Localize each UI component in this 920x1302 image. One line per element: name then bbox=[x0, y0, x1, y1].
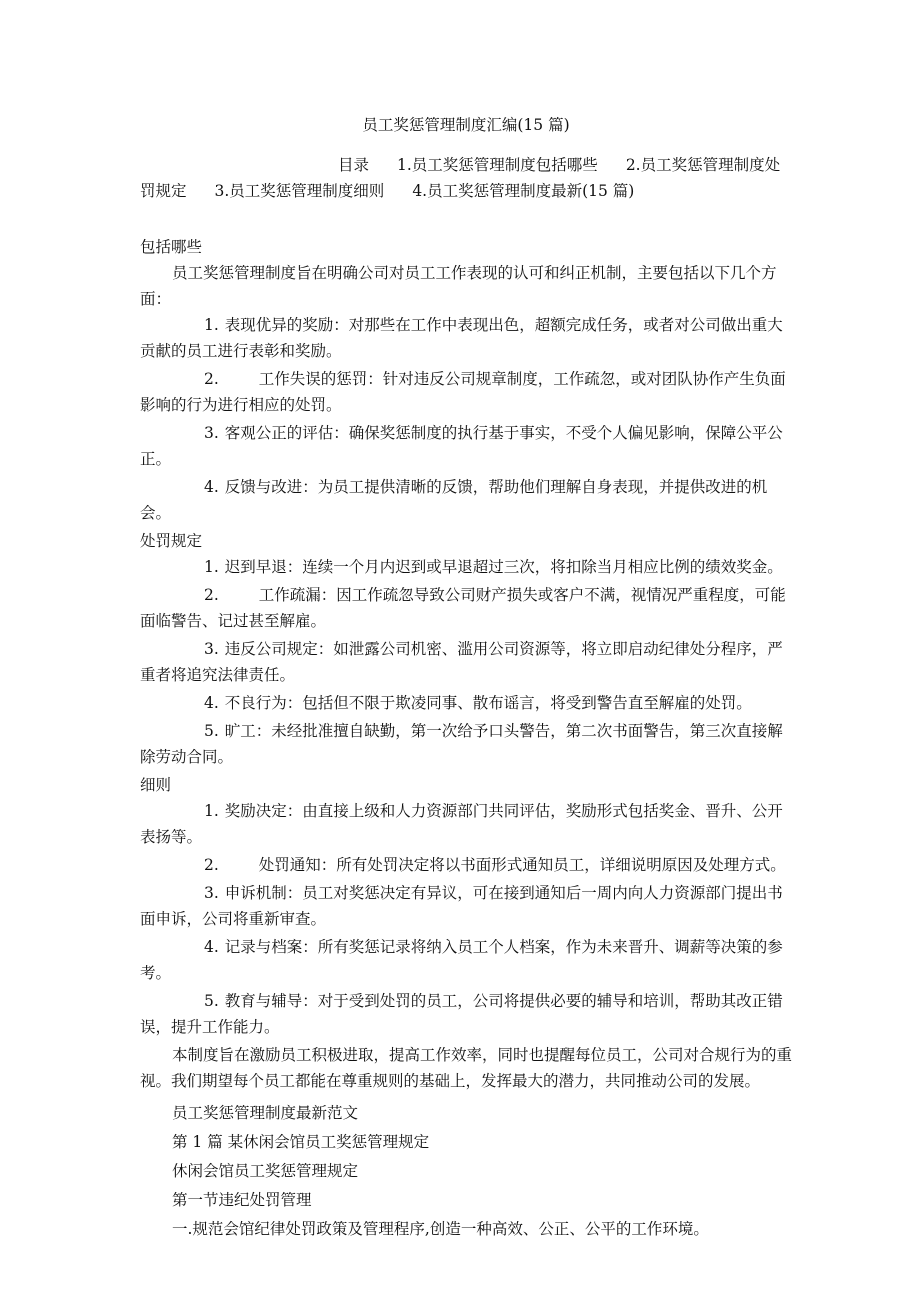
item-text: 工作疏漏：因工作疏忽导致公司财产损失或客户不满，视情况严重程度，可能面临警告、记过甚至解雇。 bbox=[140, 586, 786, 630]
list-item bbox=[140, 934, 792, 986]
item-number: 2. bbox=[204, 856, 219, 874]
item-number: 5. bbox=[204, 722, 219, 740]
list-item bbox=[140, 474, 792, 526]
list-item bbox=[140, 554, 792, 580]
conclusion-paragraph: 本制度旨在激励员工积极进取，提高工作效率，同时也提醒每位员工，公司对合规行为的重视。我们期望每个员工都能在尊重规则的基础上，发挥最大的潜力，共同推动公司的发展。 bbox=[140, 1046, 793, 1090]
section-heading: 细则 bbox=[140, 776, 172, 794]
list-item bbox=[140, 582, 792, 634]
item-number: 4. bbox=[204, 694, 219, 712]
list-item bbox=[140, 366, 792, 418]
list-item bbox=[140, 852, 792, 878]
item-number: 4. bbox=[204, 478, 219, 496]
list-item bbox=[140, 798, 792, 850]
table-of-contents bbox=[140, 152, 792, 204]
toc-label: 目录 bbox=[338, 156, 370, 174]
item-text: 违反公司规定：如泄露公司机密、滥用公司资源等，将立即启动纪律处分程序，严重者将追究法律责任。 bbox=[140, 640, 783, 684]
item-text: 记录与档案：所有奖惩记录将纳入员工个人档案，作为未来晋升、调薪等决策的参考。 bbox=[140, 938, 783, 982]
item-text: 不良行为：包括但不限于欺凌同事、散布谣言，将受到警告直至解雇的处罚。 bbox=[224, 694, 752, 712]
list-item bbox=[140, 988, 792, 1040]
article-title: 第 1 篇 某休闲会馆员工奖惩管理规定 bbox=[172, 1133, 430, 1151]
item-number: 1. bbox=[204, 316, 219, 334]
toc-item[interactable]: 3.员工奖惩管理制度细则 bbox=[214, 182, 385, 200]
item-text: 教育与辅导：对于受到处罚的员工，公司将提供必要的辅导和培训，帮助其改正错误，提升工作能力。 bbox=[140, 992, 783, 1036]
section-heading: 包括哪些 bbox=[140, 238, 203, 256]
item-text: 工作失误的惩罚：针对违反公司规章制度，工作疏忽，或对团队协作产生负面影响的行为进行相应的处罚。 bbox=[140, 370, 786, 414]
item-number: 2. bbox=[204, 586, 219, 604]
item-text: 处罚通知：所有处罚决定将以书面形式通知员工，详细说明原因及处理方式。 bbox=[258, 856, 786, 874]
item-number: 3. bbox=[204, 884, 219, 902]
toc-item[interactable]: 1.员工奖惩管理制度包括哪些 bbox=[397, 156, 598, 174]
item-number: 3. bbox=[204, 424, 219, 442]
item-text: 客观公正的评估：确保奖惩制度的执行基于事实，不受个人偏见影响，保障公平公正。 bbox=[140, 424, 783, 468]
toc-item[interactable]: 4.员工奖惩管理制度最新(15 篇) bbox=[412, 182, 635, 200]
item-text: 奖励决定：由直接上级和人力资源部门共同评估，奖励形式包括奖金、晋升、公开表扬等。 bbox=[140, 802, 783, 846]
section-heading: 处罚规定 bbox=[140, 532, 203, 550]
list-item bbox=[140, 718, 792, 770]
document-body bbox=[140, 112, 792, 1245]
list-item bbox=[140, 636, 792, 688]
list-item bbox=[140, 690, 792, 716]
item-text: 旷工：未经批准擅自缺勤，第一次给予口头警告，第二次书面警告，第三次直接解除劳动合同。 bbox=[140, 722, 783, 766]
item-text: 反馈与改进：为员工提供清晰的反馈，帮助他们理解自身表现，并提供改进的机会。 bbox=[140, 478, 768, 522]
list-item bbox=[140, 880, 792, 932]
item-number: 4. bbox=[204, 938, 219, 956]
section-intro: 员工奖惩管理制度旨在明确公司对员工工作表现的认可和纠正机制，主要包括以下几个方面： bbox=[140, 264, 777, 308]
clause-text: 一.规范会馆纪律处罚政策及管理程序,创造一种高效、公正、公平的工作环境。 bbox=[172, 1220, 709, 1238]
item-number: 1. bbox=[204, 558, 219, 576]
item-text: 申诉机制：员工对奖惩决定有异议，可在接到通知后一周内向人力资源部门提出书面申诉，公司将重新审查。 bbox=[140, 884, 783, 928]
list-item bbox=[140, 420, 792, 472]
document-title: 员工奖惩管理制度汇编(15 篇) bbox=[362, 116, 570, 134]
item-text: 表现优异的奖励：对那些在工作中表现出色，超额完成任务，或者对公司做出重大贡献的员工进行表彰和奖励。 bbox=[140, 316, 783, 360]
toc-item[interactable]: 2.员工奖惩管理制度处罚规定 bbox=[140, 156, 781, 200]
item-number: 3. bbox=[204, 640, 219, 658]
article-subtitle: 休闲会馆员工奖惩管理规定 bbox=[172, 1162, 359, 1180]
item-text: 迟到早退：连续一个月内迟到或早退超过三次，将扣除当月相应比例的绩效奖金。 bbox=[224, 558, 783, 576]
list-item bbox=[140, 312, 792, 364]
item-number: 2. bbox=[204, 370, 219, 388]
subheading: 员工奖惩管理制度最新范文 bbox=[172, 1104, 359, 1122]
chapter-heading: 第一节违纪处罚管理 bbox=[172, 1191, 312, 1209]
item-number: 5. bbox=[204, 992, 219, 1010]
item-number: 1. bbox=[204, 802, 219, 820]
